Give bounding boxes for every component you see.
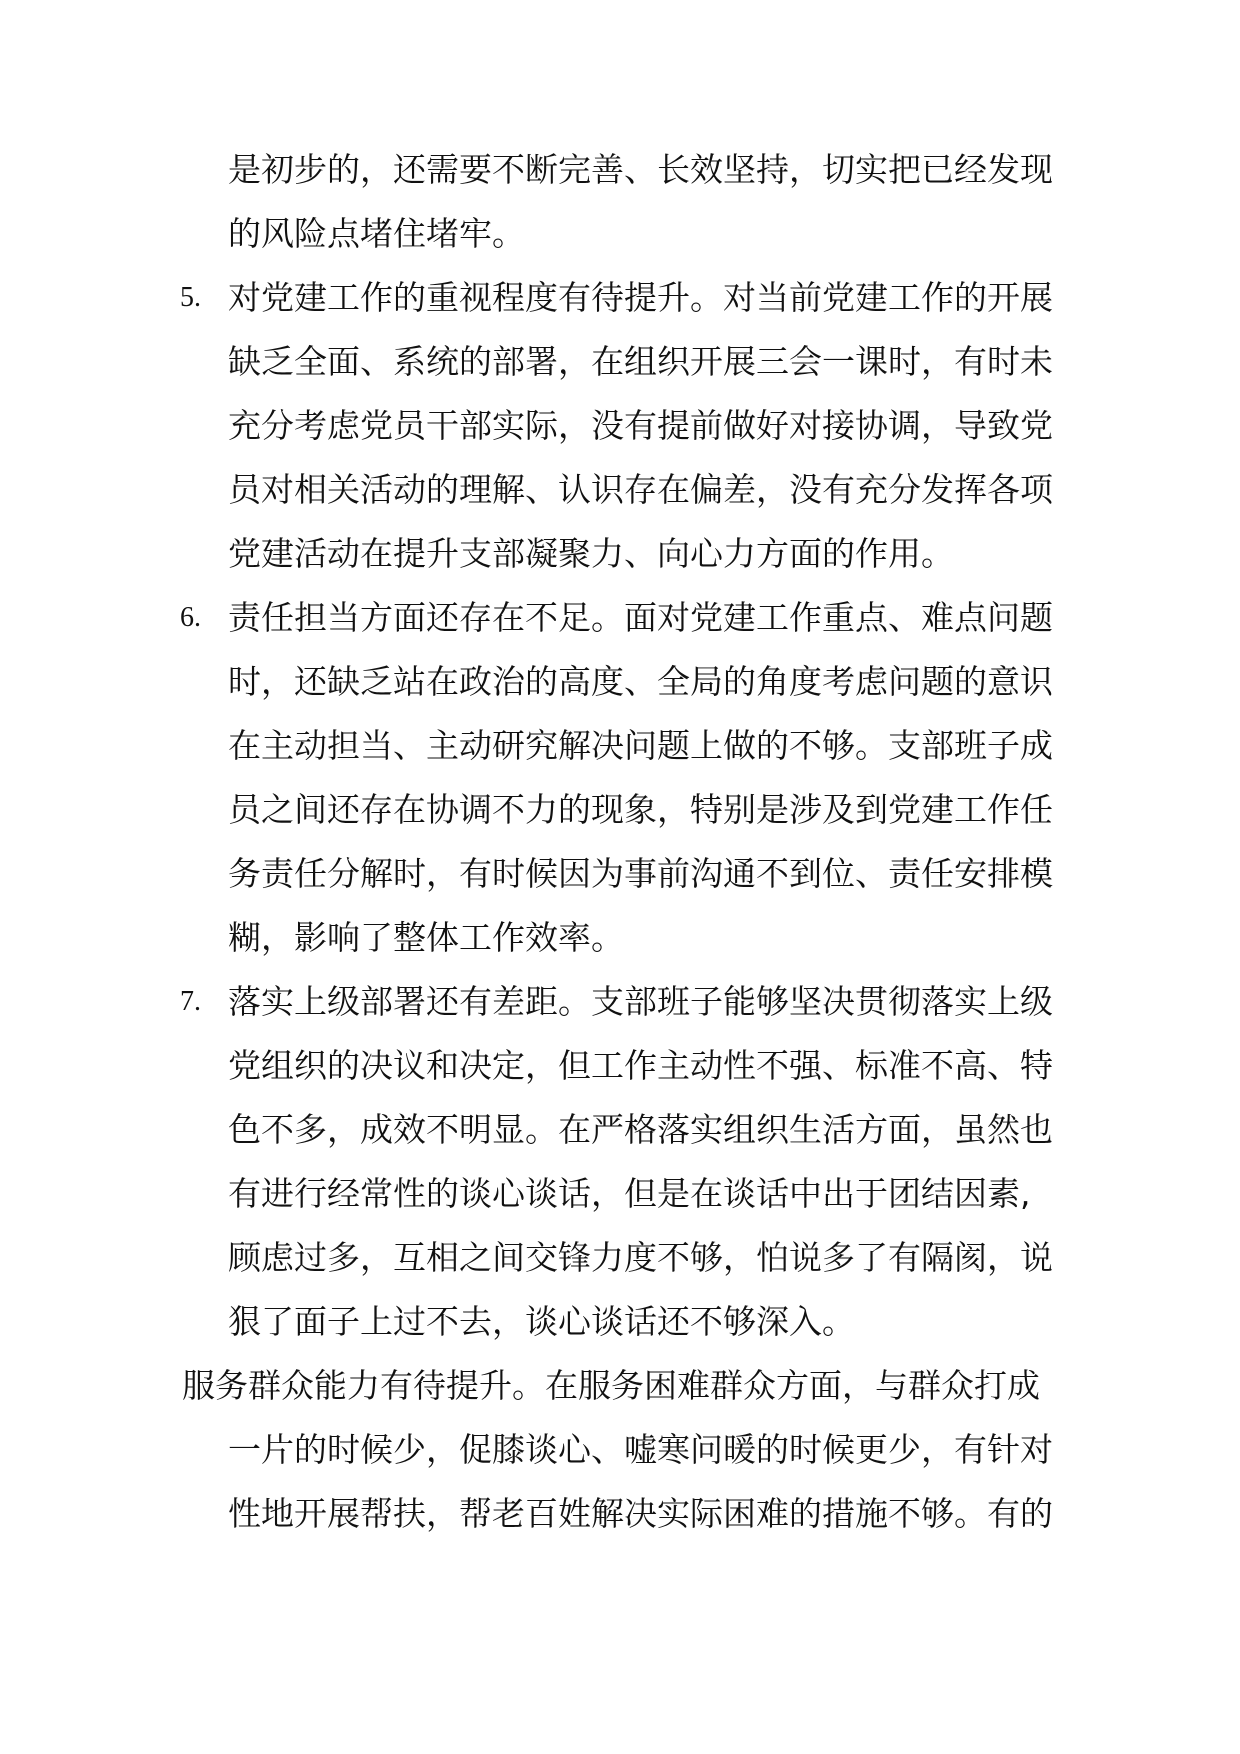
list-item-line: 员之间还存在协调不力的现象，特别是涉及到党建工作任 (228, 790, 1053, 829)
list-item-line: 在主动担当、主动研究解决问题上做的不够。支部班子成 (228, 726, 1053, 765)
list-number: 5. (180, 282, 201, 313)
list-item-line: 缺乏全面、系统的部署，在组织开展三会一课时，有时未 (228, 342, 1053, 381)
list-item-line: 对党建工作的重视程度有待提升。对当前党建工作的开展 (228, 278, 1053, 317)
paragraph-line: 一片的时候少，促膝谈心、嘘寒问暖的时候更少，有针对 (228, 1430, 1053, 1469)
list-item-line: 务责任分解时，有时候因为事前沟通不到位、责任安排模 (228, 854, 1053, 893)
list-item-line: 党建活动在提升支部凝聚力、向心力方面的作用。 (228, 534, 954, 573)
intro-line: 的风险点堵住堵牢。 (228, 214, 525, 253)
list-item-line: 有进行经常性的谈心谈话，但是在谈话中出于团结因素, (228, 1174, 1031, 1213)
list-item-line: 充分考虑党员干部实际，没有提前做好对接协调，导致党 (228, 406, 1053, 445)
list-number: 6. (180, 602, 201, 633)
list-item-line: 顾虑过多，互相之间交锋力度不够，怕说多了有隔阂，说 (228, 1238, 1053, 1277)
list-item-line: 责任担当方面还存在不足。面对党建工作重点、难点问题 (228, 598, 1053, 637)
list-item-line: 党组织的决议和决定，但工作主动性不强、标准不高、特 (228, 1046, 1053, 1085)
paragraph-first-line: 服务群众能力有待提升。在服务困难群众方面，与群众打成 (182, 1366, 1040, 1405)
list-item-line: 狠了面子上过不去，谈心谈话还不够深入。 (228, 1302, 855, 1341)
intro-line: 是初步的，还需要不断完善、长效坚持，切实把已经发现 (228, 150, 1053, 189)
paragraph-line: 性地开展帮扶，帮老百姓解决实际困难的措施不够。有的 (228, 1494, 1053, 1533)
list-number: 7. (180, 986, 201, 1017)
list-item-line: 员对相关活动的理解、认识存在偏差，没有充分发挥各项 (228, 470, 1053, 509)
list-item-line: 落实上级部署还有差距。支部班子能够坚决贯彻落实上级 (228, 982, 1053, 1021)
list-item-line: 糊，影响了整体工作效率。 (228, 918, 624, 957)
list-item-line: 时，还缺乏站在政治的高度、全局的角度考虑问题的意识 (228, 662, 1053, 701)
list-item-line: 色不多，成效不明显。在严格落实组织生活方面，虽然也 (228, 1110, 1053, 1149)
